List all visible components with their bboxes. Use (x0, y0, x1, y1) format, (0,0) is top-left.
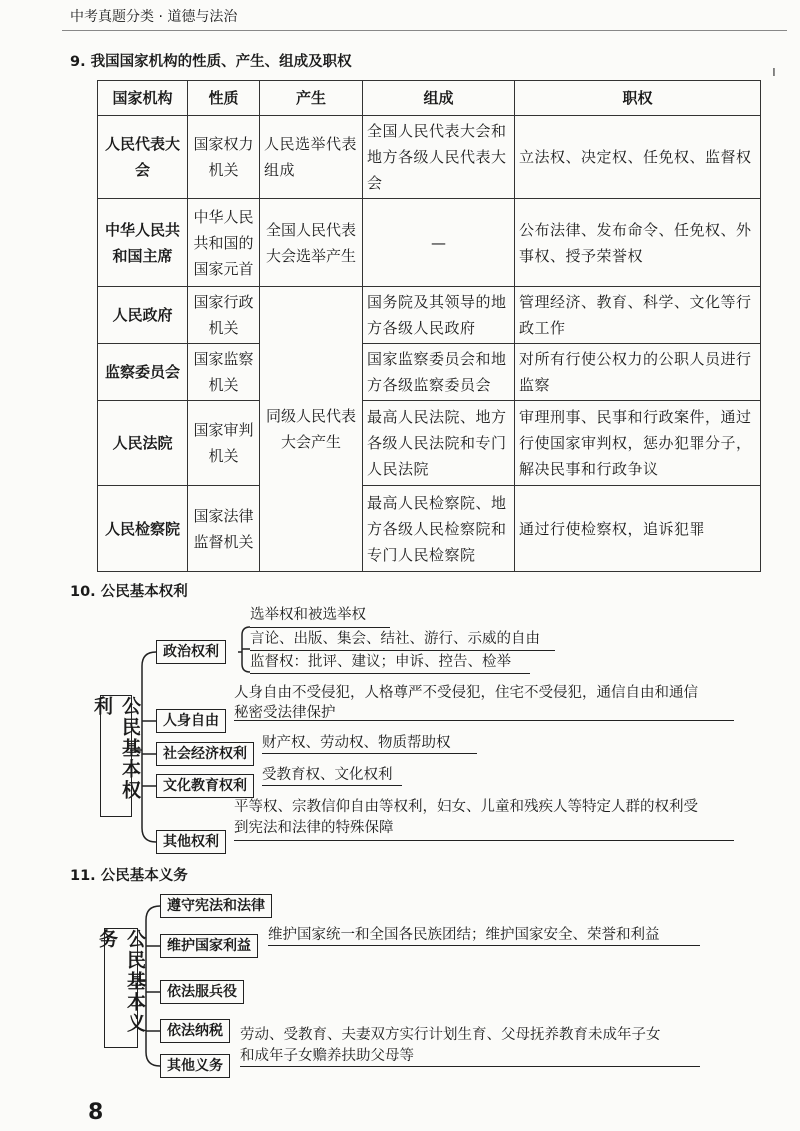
section9-title: 我国国家机构的性质、产生、组成及职权 (90, 54, 352, 70)
cultural-rights-node: 文化教育权利 (156, 774, 254, 798)
org-cell: 人民政府 (98, 287, 188, 344)
other-duties-text: 和成年子女赡养扶助父母等 (240, 1048, 414, 1064)
page-number: 8 (88, 1100, 104, 1125)
underline (262, 785, 402, 786)
other-rights-text: 平等权、宗教信仰自由等权利，妇女、儿童和残疾人等特定人群的权利受 (234, 799, 698, 815)
rights-root-label: 公民基本权利 (91, 696, 141, 801)
military-service-node: 依法服兵役 (160, 980, 244, 1004)
composition-cell: — (363, 199, 515, 287)
underline (262, 753, 477, 754)
rights-root-box (91, 695, 141, 817)
underline (250, 673, 530, 674)
origin-cell: 全国人民代表大会选举产生 (260, 199, 363, 287)
underline (268, 945, 700, 946)
powers-cell: 立法权、决定权、任免权、监督权 (515, 116, 761, 199)
header-title: 中考真题分类 · 道德与法治 (70, 9, 238, 25)
powers-cell: 公布法律、发布命令、任免权、外事权、授予荣誉权 (515, 199, 761, 287)
obey-law-node: 遵守宪法和法律 (160, 894, 272, 918)
org-cell: 人民代表大会 (98, 116, 188, 199)
personal-freedom-text: 秘密受法律保护 (234, 705, 336, 721)
political-item: 言论、出版、集会、结社、游行、示威的自由 (250, 631, 540, 647)
other-duties-node: 其他义务 (160, 1054, 230, 1078)
org-cell: 人民检察院 (98, 486, 188, 572)
defend-interests-text: 维护国家统一和全国各民族团结；维护国家安全、荣誉和利益 (268, 927, 660, 943)
section10-number: 10. (70, 584, 96, 600)
personal-freedom-node: 人身自由 (156, 709, 226, 733)
nature-cell: 国家法律监督机关 (188, 486, 260, 572)
nature-cell: 国家权力机关 (188, 116, 260, 199)
nature-cell: 国家监察机关 (188, 344, 260, 401)
other-duties-text: 劳动、受教育、夫妻双方实行计划生育、父母抚养教育未成年子女 (240, 1027, 661, 1043)
duties-root-box (96, 928, 146, 1048)
underline (240, 1066, 700, 1067)
section11-number: 11. (70, 868, 96, 884)
section11-title: 公民基本义务 (100, 868, 188, 884)
powers-cell: 对所有行使公权力的公职人员进行监察 (515, 344, 761, 401)
cultural-rights-text: 受教育权、文化权利 (262, 767, 393, 783)
nature-cell: 国家行政机关 (188, 287, 260, 344)
powers-cell: 管理经济、教育、科学、文化等行政工作 (515, 287, 761, 344)
composition-cell: 国家监察委员会和地方各级监察委员会 (363, 344, 515, 401)
underline (234, 840, 734, 841)
pay-taxes-node: 依法纳税 (160, 1019, 230, 1043)
shared-origin-cell: 同级人民代表大会产生 (260, 287, 363, 572)
powers-cell: 通过行使检察权，追诉犯罪 (515, 486, 761, 572)
section11-heading (70, 864, 188, 885)
political-rights-node: 政治权利 (156, 640, 226, 664)
composition-cell: 最高人民法院、地方各级人民法院和专门人民法院 (363, 401, 515, 486)
political-item: 选举权和被选举权 (250, 607, 366, 623)
political-item: 监督权：批评、建议；申诉、控告、检举 (250, 654, 511, 670)
org-cell: 中华人民共和国主席 (98, 199, 188, 287)
origin-cell: 人民选举代表组成 (260, 116, 363, 199)
org-cell: 人民法院 (98, 401, 188, 486)
margin-mark: ı (772, 64, 776, 80)
personal-freedom-text: 人身自由不受侵犯，人格尊严不受侵犯，住宅不受侵犯，通信自由和通信 (234, 685, 698, 701)
composition-cell: 最高人民检察院、地方各级人民检察院和专门人民检察院 (363, 486, 515, 572)
col-header-composition: 组成 (363, 81, 515, 116)
socioeconomic-rights-node: 社会经济权利 (156, 742, 254, 766)
nature-cell: 中华人民共和国的国家元首 (188, 199, 260, 287)
socioeconomic-rights-text: 财产权、劳动权、物质帮助权 (262, 735, 451, 751)
col-header-origin: 产生 (260, 81, 363, 116)
rights-trunk (142, 652, 156, 842)
other-rights-text: 到宪法和法律的特殊保障 (234, 820, 394, 836)
composition-cell: 全国人民代表大会和地方各级人民代表大会 (363, 116, 515, 199)
section9-number: 9. (70, 54, 86, 70)
other-rights-node: 其他权利 (156, 830, 226, 854)
defend-interests-node: 维护国家利益 (160, 934, 258, 958)
section10-title: 公民基本权利 (100, 584, 188, 600)
powers-cell: 审理刑事、民事和行政案件，通过行使国家审判权，惩办犯罪分子，解决民事和行政争议 (515, 401, 761, 486)
duties-root-label: 公民基本义务 (96, 929, 146, 1034)
col-header-powers: 职权 (515, 81, 761, 116)
composition-cell: 国务院及其领导的地方各级人民政府 (363, 287, 515, 344)
col-header-nature: 性质 (188, 81, 260, 116)
underline (234, 720, 734, 721)
org-cell: 监察委员会 (98, 344, 188, 401)
col-header-org: 国家机构 (98, 81, 188, 116)
nature-cell: 国家审判机关 (188, 401, 260, 486)
